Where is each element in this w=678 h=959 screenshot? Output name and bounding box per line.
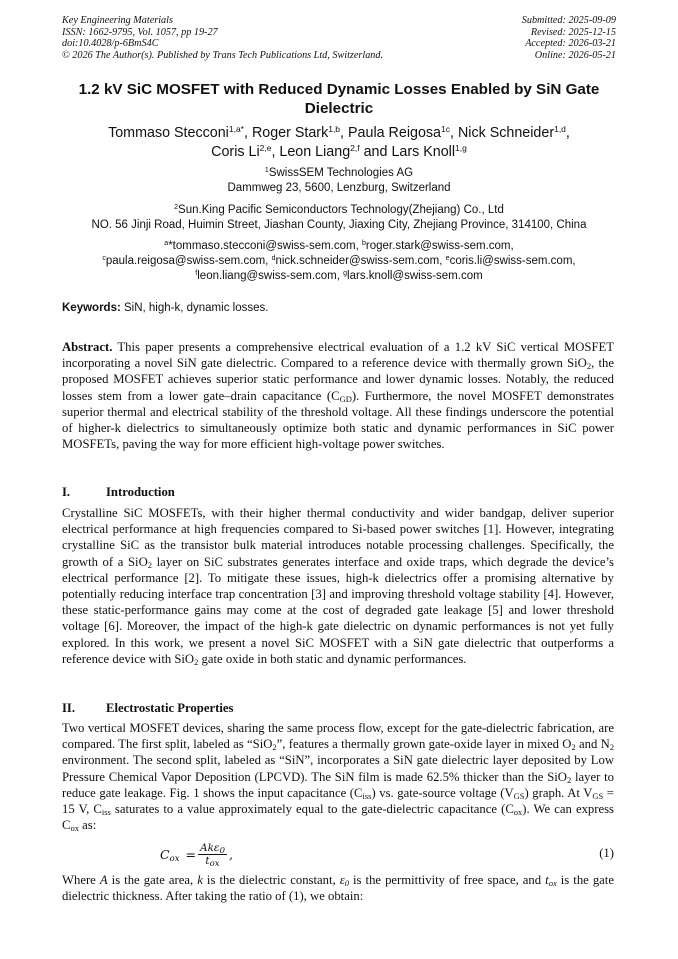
variable: k [197, 873, 203, 887]
affiliation-name: SwissSEM Technologies AG [268, 167, 414, 179]
equation-comma: , [229, 847, 233, 862]
keywords-text: SiN, high-k, dynamic losses. [120, 302, 269, 314]
subscript: GS [592, 790, 604, 801]
email-mark: c [102, 255, 106, 262]
revised-date: Revised: 2025-12-15 [530, 26, 616, 38]
email-link[interactable]: paula.reigosa@swiss-sem.com, [105, 255, 272, 267]
paragraph-text: Crystalline SiC MOSFETs, with their higher thermal conductivity and wider bandgap, deliver superior electrical performance at high frequencies compared to Si-based power switches [1]. However, integrating crystalline SiC as the transistor bulk material introduces notable processing challenges. Specifically, the growth of a SiO [62, 506, 614, 569]
author-separator: , [271, 144, 280, 160]
author-name: Coris Li [211, 144, 260, 160]
section-title: Electrostatic Properties [106, 701, 234, 715]
submitted-date: Submitted: 2025-09-09 [521, 15, 616, 26]
introduction-paragraph [62, 505, 614, 667]
section-number: I. [62, 485, 71, 499]
paragraph-text: layer to reduce gate leakage. Fig. 1 shows the input capacitance (C [62, 769, 614, 800]
journal-header-left [62, 15, 383, 61]
affiliation-mark: 1 [264, 167, 269, 174]
subscript: 0 [344, 878, 349, 888]
subscript: ox [548, 878, 557, 888]
paragraph-text: ”, features a thermally grown gate-oxide layer in mixed O [276, 737, 572, 752]
email-mark: b [362, 240, 366, 247]
abstract-label: Abstract. [62, 340, 113, 354]
affiliation-name: Sun.King Pacific Semiconductors Technology(Zhejiang) Co., Ltd [178, 204, 504, 216]
section-heading-introduction [62, 485, 175, 500]
author-separator: , [449, 125, 458, 141]
affiliation-address: Dammweg 23, 5600, Lenzburg, Switzerland [227, 182, 451, 194]
paragraph-text: Where [62, 873, 100, 887]
author-name: Paula Reigosa [348, 125, 441, 141]
paragraph-text: = 15 V, C [62, 785, 614, 817]
where-paragraph [62, 872, 614, 904]
subscript: ox [513, 807, 523, 818]
variable: ε [339, 873, 345, 887]
author-affiliation-mark: 1,a* [228, 124, 244, 134]
paragraph-text: ) vs. gate-source voltage (V [371, 785, 514, 800]
author-affiliation-mark: 1,b [328, 124, 341, 134]
subscript: 2 [586, 361, 592, 372]
journal-issn: ISSN: 1662-9795, Vol. 1057, pp 19-27 [62, 26, 218, 38]
copyright: © 2026 The Author(s). Published by Trans Tech Publications Ltd, Switzerland. [62, 49, 384, 61]
subscript: 2 [566, 774, 572, 785]
author-separator: and [359, 144, 392, 160]
email-mark: d [271, 255, 276, 262]
author-name: Lars Knoll [391, 144, 456, 160]
author-affiliation-mark: 1,g [455, 143, 467, 153]
online-date: Online: 2026-05-21 [534, 49, 616, 61]
author-affiliation-mark: 1,d [554, 124, 566, 134]
subscript: ox [70, 823, 79, 834]
author-name: Leon Liang [279, 144, 351, 160]
email-link[interactable]: *tommaso.stecconi@swiss-sem.com, [168, 240, 362, 252]
subscript: 2 [147, 559, 152, 570]
equation-number: (1) [599, 846, 614, 860]
subscript: 2 [272, 742, 277, 753]
paragraph-text: is the gate dielectric thickness. After taking the ratio of (1), we obtain: [62, 873, 614, 904]
journal-header-right [522, 15, 616, 61]
section-title: Introduction [106, 485, 175, 499]
author-affiliation-mark: 2,e [259, 143, 272, 153]
subscript: GS [513, 790, 525, 801]
accepted-date: Accepted: 2026-03-21 [525, 38, 616, 50]
subscript: ox [169, 854, 180, 864]
subscript: ox [209, 859, 220, 869]
author-name: Roger Stark [251, 125, 329, 141]
paper-title: 1.2 kV SiC MOSFET with Reduced Dynamic Losses Enabled by SiN Gate Dielectric [78, 81, 600, 117]
paragraph-text: ). We can express C [62, 802, 614, 833]
subscript: iss [362, 790, 372, 801]
fraction-denominator [205, 855, 219, 867]
email-mark: f [195, 270, 198, 277]
equation-equals: = [185, 847, 196, 862]
subscript: 0 [219, 846, 225, 856]
subscript: 2 [609, 742, 614, 753]
email-link[interactable]: lars.knoll@swiss-sem.com [347, 270, 483, 282]
paragraph-text: gate oxide in both static and dynamic performances. [198, 651, 467, 666]
author-affiliation-mark: 2,f [350, 143, 360, 153]
numerator-text: Akε [199, 842, 220, 854]
denominator-text: t [205, 855, 210, 867]
equation-1 [160, 842, 233, 867]
email-link[interactable]: coris.li@swiss-sem.com, [449, 255, 576, 267]
keywords-label: Keywords: [62, 302, 121, 314]
author-name: Tommaso Stecconi [108, 125, 229, 141]
variable: A [99, 873, 108, 887]
paragraph-text: is the permittivity of free space, and [348, 873, 546, 887]
email-link[interactable]: roger.stark@swiss-sem.com, [365, 240, 514, 252]
paragraph-text: and N [575, 737, 610, 752]
author-list [62, 124, 616, 162]
subscript: 2 [194, 656, 199, 667]
paragraph-text: environment. The second split, labeled as “SiN”, incorporates a SiN gate dielectric layer deposited by Low Pressure Chemical Vapor Deposition (LPCVD). The SiN film is made 62.5% thicker than the SiO [62, 753, 614, 784]
abstract-text: This paper presents a comprehensive electrical evaluation of a 1.2 kV SiC vertical MOSFET incorporating a novel SiN gate dielectric. Compared to a reference device with thermally grown SiO [62, 340, 614, 371]
email-mark: a [164, 240, 169, 247]
subscript: 2 [571, 742, 576, 753]
paragraph-text: layer on SiC substrates generates interface and oxide traps, which degrade the device’s electrical performance [2]. To mitigate these issues, high-k dielectrics offer a promising alternative by potentially reducing interface trap concentration [3] and improving threshold voltage stability [4]. However, these static-performance gains may come at the cost of degraded gate leakage [5] and lower threshold voltage [6]. Moreover, the impact of the high-k gate dielectric on dynamic performances is not yet fully explored. In this work, we present a novel SiC MOSFET with a SiN gate dielectric that outperforms a reference device with SiO [62, 554, 614, 666]
affiliation-address: NO. 56 Jinji Road, Huimin Street, Jiashan County, Jiaxing City, Zhejiang Province, 314100, China [91, 219, 587, 231]
variable: t [545, 873, 549, 887]
affiliation-mark: 2 [174, 204, 179, 211]
paragraph-text: saturates to a value approximately equal to the gate-dielectric capacitance (C [110, 802, 514, 817]
abstract [62, 339, 614, 452]
abstract-text: , the proposed MOSFET achieves superior static performance and lower dynamic losses. Notably, the reduced losses stem from a lower gate–drain capacitance (C [62, 356, 614, 403]
equation-lhs [160, 847, 180, 862]
paragraph-text: is the gate area, [107, 873, 198, 887]
affiliation-2 [50, 203, 628, 233]
subscript: iss [101, 807, 111, 818]
author-emails [50, 239, 628, 284]
paragraph-text: ) graph. At V [524, 785, 593, 800]
author-separator: , [565, 125, 570, 141]
author-name: Nick Schneider [457, 125, 555, 141]
email-link[interactable]: leon.liang@swiss-sem.com, [197, 270, 344, 282]
author-affiliation-mark: 1c [441, 124, 450, 134]
email-mark: g [343, 270, 348, 277]
keywords [62, 302, 268, 314]
paragraph-text: as: [78, 818, 97, 833]
paragraph-text: is the dielectric constant, [202, 873, 340, 887]
author-separator: , [340, 125, 348, 141]
paragraph-text: Two vertical MOSFET devices, sharing the same process flow, except for the gate-dielectric fabrication, are compared. The first split, labeled as “SiO [62, 721, 614, 752]
subscript: GD [339, 393, 352, 404]
section-heading-electrostatic [62, 701, 233, 716]
author-separator: , [243, 125, 252, 141]
equation-variable: C [160, 847, 170, 862]
abstract-text: ). Furthermore, the novel MOSFET demonstrates superior thermal and electrical stability of the threshold voltage. All these findings underscore the potential of higher-k dielectrics to simultaneously optimize both static and dynamic performances in SiC power MOSFETs, paving the way for more efficient high-voltage power switches. [62, 388, 614, 452]
affiliation-1 [50, 166, 628, 196]
electrostatic-paragraph [62, 720, 614, 833]
equation-fraction [198, 842, 227, 867]
email-link[interactable]: nick.schneider@swiss-sem.com, [275, 255, 446, 267]
doi: doi:10.4028/p-6BmS4C [62, 38, 159, 50]
journal-name: Key Engineering Materials [62, 15, 173, 26]
email-mark: e [445, 255, 450, 262]
section-number: II. [62, 701, 76, 715]
fraction-numerator [198, 842, 227, 855]
